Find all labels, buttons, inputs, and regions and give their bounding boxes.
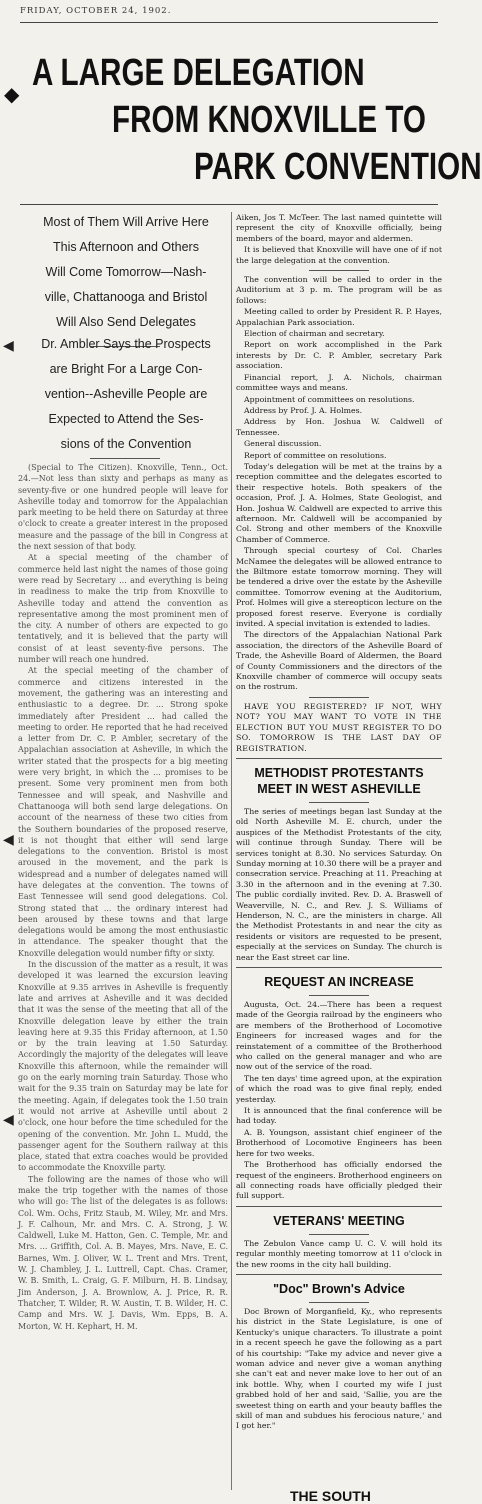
bullet-icon: ◆ <box>4 82 20 106</box>
deck-line: are Bright For a Large Con- <box>49 362 203 376</box>
article-paragraph: It is believed that Knoxville will have one of if not the large delegation at the convention. <box>236 245 442 265</box>
article-paragraph: A. B. Youngson, assistant chief engineer of the Brotherhood of Locomotive Engineers has been here for two weeks. <box>236 1127 442 1158</box>
methodist-heading: METHODIST PROTESTANTS MEET IN WEST ASHEVILLE <box>254 765 424 796</box>
article-paragraph: Today's delegation will be met at the trains by a reception committee and the delegates escorted to their respective hotels. Both speakers of the occasion, Prof. J. A. Holmes, State Geologist, and Hon. Joshua W. Caldwell are expected to arrive this afternoon. Mr. Caldwell will be accompanied by Col. Strong and other members of the Knoxville Chamber of Commerce. <box>236 461 442 544</box>
headline-line-3: PARK CONVENTION <box>194 146 482 188</box>
headline-rule <box>20 204 438 205</box>
margin-mark-icon: ◀ <box>3 832 14 848</box>
article-paragraph: In the discussion of the matter as a result, it was developed it was learned the excursion leaving Knoxville at 9.35 arrives in Asheville is frequently late and arrives at Asheville and it was decided that it was the sense of the meeting that all of the Knoxville delegation leave by either the train leaving here at 9.35 this Friday afternoon, at 1.50 or by the train leaving at 1.50 Saturday. Accordingly the majority of the delegates will leave Knoxville this afternoon, while the remainder will go on the early morning train Saturday. Those who wait for the 9.35 train on Saturday may be late for the meeting. Again, if delegates took the 1.50 train it would not arrive at Asheville until about 2 o'clock, one hour before the time scheduled for the opening of the convention. Mr. John L. Mudd, the passenger agent for the Southern railway at this place, stated that extra coaches would be provided to accommodate the Knoxville party. <box>18 960 228 1173</box>
dateline: FRIDAY, OCTOBER 24, 1902. <box>20 6 172 16</box>
main-headline <box>24 50 482 191</box>
program-item: Appointment of committees on resolutions. <box>244 394 415 404</box>
veterans-heading: VETERANS' MEETING <box>273 1213 405 1228</box>
program-item: Financial report, J. A. Nichols, chairman committee ways and means. <box>236 372 442 393</box>
program-item: The convention will be called to order in the Auditorium at 3 p. m. The program will be as follows: <box>236 275 442 305</box>
headline-line-1: A LARGE DELEGATION <box>32 52 365 94</box>
deck-first <box>26 210 226 335</box>
section-rule <box>309 697 369 698</box>
article-paragraph: At a special meeting of the chamber of commerce held last night the names of those going were read by Secretary ... and everything is being in readiness to make the trip from Knoxville to Asheville today and attend the convention as representative among the most prominent men of the city. A number of others are expected to go tentatively, and it is believed that the party will consist of at least seventy-five persons. The number will reach one hundred. <box>18 553 228 665</box>
section-rule <box>236 1274 442 1275</box>
deck-line: vention--Asheville People are <box>44 387 208 401</box>
margin-mark-icon: ◀ <box>3 338 14 354</box>
article-paragraph: It is announced that the final conference will be had today. <box>236 1106 442 1126</box>
deck-line: Dr. Ambler Says the Prospects <box>41 337 211 351</box>
deck-line: Will Also Send Delegates <box>56 315 196 329</box>
section-rule <box>309 1234 369 1235</box>
program-item: Report on work accomplished in the Park interests by Dr. C. P. Ambler, secretary Park association. <box>236 340 442 371</box>
article-paragraph: The series of meetings began last Sunday at the old North Asheville M. E. church, under the auspices of the Methodist Protestants of the city, will continue through Sunday. There will be services tonight at 8.30. No services Saturday. On Sunday morning at 10.30 there will be a prayer and consecration service. Preaching at 11. Preaching at 3.30 in the afternoon and in the evening at 7.30. The public cordially invited. Rev. D. A. Braswell of Weaverville, N. C., and Rev. J. S. Williams of Henderson, N. C., are the ministers in charge. All the Methodist Protestants in and near the city as residents or visitors are requested to be present, especially at the services on Sunday. The church is near the East street car line. <box>236 806 442 962</box>
request-heading: REQUEST AN INCREASE <box>264 975 414 989</box>
program-item: Election of chairman and secretary. <box>244 329 385 339</box>
program-item: Report of committee on resolutions. <box>244 450 387 460</box>
article-paragraph: The Brotherhood has officially endorsed the request of the engineers. Brotherhood engineers on all connecting roads have officially pledged their full support. <box>236 1160 442 1201</box>
program-item: Address by Hon. Joshua W. Caldwell of Tennessee. <box>236 417 442 437</box>
program-item: General discussion. <box>244 439 322 449</box>
article-paragraph: The Zebulon Vance camp U. C. V. will hold its regular monthly meeting tomorrow at 11 o'clock in the new rooms in the city hall building. <box>236 1238 442 1269</box>
article-paragraph: The directors of the Appalachian National Park association, the directors of the Asheville Board of Trade, the Asheville Board of Aldermen, the Board of County Commissioners and the directors of the Knoxville chamber of commerce will occupy seats on the rostrum. <box>236 630 442 692</box>
deck-line: Expected to Attend the Ses- <box>48 412 204 426</box>
section-rule <box>236 967 442 968</box>
article-paragraph: The following are the names of those who will make the trip together with the names of those who will go: The list of the delegates is as follows: Col. Wm. Ochs, Fritz Staub, M. Wiley, Mr. and Mrs. J. F. Calhoun, Mr. and Mrs. C. A. Strong, J. W. Caldwell, Luke M. Hatton, Gen. C. Temple, Mr. and Mrs. ... Griffith, Col. A. B. Mayes, Mrs. Nave, E. C. Barnes, Wm. J. Oliver, W. L. Trent and Mrs. Trent, W. J. Chambley, J. L. Luttrell, Capt. Chas. Cramer, W. B. Smith, L. Craig, G. F. Milburn, H. B. Lindsay, Jim Anderson, J. A. Brownlow, A. J. Price, R. R. Thatcher, T. Wilder, R. W. Austin, T. B. Wilder, H. C. Camp and Mrs. W. J. Davis, Wm. Epps, B. A. Morton, W. H. Kephart, H. M. <box>18 1174 228 1331</box>
article-paragraph: The ten days' time agreed upon, at the expiration of which the road was to give final reply, ended yesterday. <box>236 1073 442 1104</box>
brown-heading: "Doc" Brown's Advice <box>273 1281 405 1296</box>
section-rule <box>309 1302 369 1303</box>
deck-line: ville, Chattanooga and Bristol <box>44 290 208 304</box>
section-rule <box>236 1206 442 1207</box>
register-notice: HAVE YOU REGISTERED? IF NOT, WHY NOT? YOU MAY WANT TO VOTE IN THE ELECTION BUT YOU MUST REGISTER TO DO SO. TOMORROW IS THE LAST DAY OF REGISTRATION. <box>236 701 442 753</box>
next-article-heading-fragment: THE SOUTH <box>290 1488 371 1504</box>
column-divider <box>231 212 232 1490</box>
deck-line: Will Come Tomorrow—Nash- <box>45 265 207 279</box>
section-rule <box>236 758 442 759</box>
article-paragraph: Through special courtesy of Col. Charles McNamee the delegates will be allowed entrance to the Biltmore estate tomorrow morning. They will be tendered a drive over the estate by the Asheville committee. Tomorrow evening at the Auditorium, Prof. Holmes will give a stereopticon lecture on the proposed forest reserve. Everyone is cordially invited. A special invitation is extended to ladies. <box>236 546 443 629</box>
article-paragraph: Aiken, Jos T. McTeer. The last named quintette will represent the city of Knoxville officially, being members of the board, mayor and aldermen. <box>236 213 442 243</box>
headline-line-2: FROM KNOXVILLE TO <box>112 99 426 141</box>
article-paragraph: (Special to The Citizen). Knoxville, Tenn., Oct. 24.—Not less than sixty and perhaps as many as seventy-five or one hundred people will leave for Asheville today and tomorrow for the Appalachian park meeting to be held there on Saturday at three o'clock to create a greater interest in the proposed measure and the passage of the bill in Congress at the next session of that body. <box>18 463 228 552</box>
deck-rule <box>90 458 160 459</box>
top-rule <box>20 22 438 23</box>
deck-line: This Afternoon and Others <box>53 240 199 254</box>
article-paragraph: Augusta, Oct. 24.—There has been a request made of the Georgia railroad by the engineers who are members of the Brotherhood of Locomotive Engineers for increased wages and for the reinstatement of a committee of the Brotherhood who called on the general manager and who are now out of the service of the road. <box>236 1000 442 1072</box>
deck-line: sions of the Convention <box>60 437 192 451</box>
section-rule <box>309 270 369 271</box>
article-paragraph: At the special meeting of the chamber of commerce and citizens interested in the movement, the gathering was an interesting and enthusiastic to a degree. Dr. ... Strong spoke immediately after President ... had called the meeting to order. He reported that he had received a letter from Dr. C. P. Ambler, secretary of the Appalachian association at Asheville, in which the writer stated that the prospects for a big meeting were very bright, in which the ... promises to be present. Some very prominent men from both Tennessee and will speak, and Nashville and Chattanooga will both send large delegations. On account of the nearness of these two cities from the Southern boundaries of the proposed reserve, it is not thought that either will send large delegations to the convention. Bristol is most aroused in the movement, and the park is widespread and a number of delegates named will have delegates at the convention. The towns of East Tennessee will send good delegations. Col. Strong stated that ... the ordinary interest had been aroused by these towns and that large delegations would be among the most enthusiastic in attendance. The speaker thought that the Knoxville delegation would number fifty or sixty. <box>18 666 228 958</box>
right-column <box>236 213 442 1433</box>
deck-line: Most of Them Will Arrive Here <box>43 215 209 229</box>
program-item: Meeting called to order by President R. P. Hayes, Appalachian Park association. <box>236 307 442 327</box>
section-rule <box>309 995 369 996</box>
margin-mark-icon: ◀ <box>3 1112 14 1128</box>
left-column-article <box>18 462 228 1332</box>
article-paragraph: Doc Brown of Morganfield, Ky., who represents his district in the State Legislature, is one of Kentucky's unique characters. To illustrate a point in a recent speech he gave the following as a part of his courtship: "Take my advice and never give a woman advice and never give a woman anything she can't eat and never make love to her out of an ink bottle. Why, when I courted my wife I just grabbed hold of her and said, 'Sallie, you are the sweetest thing on earth and your beauty baffles the skill of man and subdues his ferocious nature,' and I got her." <box>236 1306 442 1431</box>
deck-second <box>26 332 226 457</box>
program-item: Address by Prof. J. A. Holmes. <box>244 405 363 415</box>
section-rule <box>309 802 369 803</box>
